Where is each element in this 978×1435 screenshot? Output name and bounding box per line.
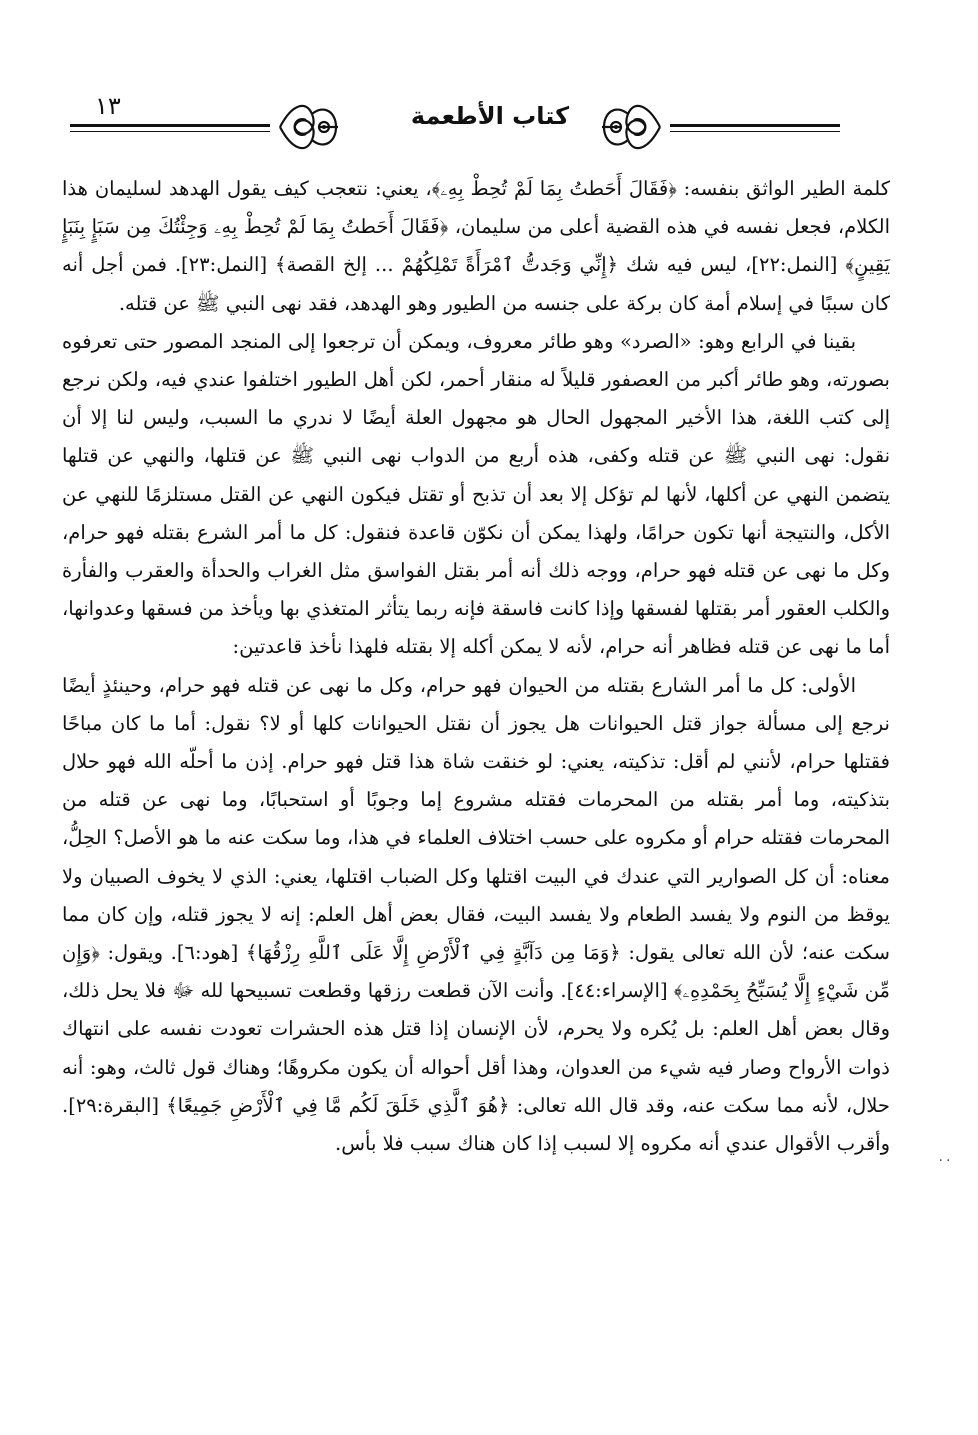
header-rule-right-thin [670,131,840,132]
header-rule-left [70,124,270,127]
page-header [60,86,920,166]
body-text [62,170,890,1163]
paragraph: بقينا في الرابع وهو: «الصرد» وهو طائر معروف، ويمكن أن ترجعوا إلى المنجد المصور حتى تعرفوه بصورته، وهو طائر أكبر من العصفور قليلاً له منقار أحمر، لكن أهل الطيور اختلفوا عندي فيه، ولكن نرجع إلى كتب اللغة، هذا الأخير المجهول الحال هو مجهول العلة أيضًا لا ندري ما السبب، وليس لنا إلا أن نقول: نهى النبي ﷺ عن قتله وكفى، هذه أربع من الدواب نهى النبي ﷺ عن قتلها، والنهي عن قتلها يتضمن النهي عن أكلها، لأنها لم تؤكل إلا بعد أن تذبح أو تقتل فيكون النهي عن القتل مستلزمًا للنهي عن الأكل، والنتيجة أنها تكون حرامًا، ولهذا يمكن أن نكوّن قاعدة فنقول: كل ما أمر الشرع بقتله فهو حرام، وكل ما نهى عن قتله فهو حرام، ووجه ذلك أنه أمر بقتل الفواسق مثل الغراب والحدأة والعقرب والفأرة والكلب العقور أمر بقتلها لفسقها وإذا كانت فاسقة فإنه ربما يتأثر المتغذي بها ويأخذ من فسقها وعدوانها، أما ما نهى عن قتله فظاهر أنه حرام، لأنه لا يمكن أكله إلا بقتله فلهذا نأخذ قاعدتين: [62,329,890,659]
paragraph: كلمة الطير الواثق بنفسه: ﴿فَقَالَ أَحَطتُ بِمَا لَمْ تُحِطْ بِهِۦ﴾، يعني: نتعجب كيف يقول الهدهد لسليمان هذا الكلام، فجعل نفسه في هذه القضية أعلى من سليمان، ﴿فَقَالَ أَحَطتُ بِمَا لَمْ تُحِطْ بِهِۦ وَجِئْتُكَ مِن سَبَإٍ بِنَبَإٍ يَقِينٍ﴾ [النمل:٢٢]، ليس فيه شك ﴿إِنِّي وَجَدتُّ ٱمْرَأَةً تَمْلِكُهُمْ ... إلخ القصة﴾ [النمل:٢٣]. فمن أجل أنه كان سببًا في إسلام أمة كان بركة على جنسه من الطيور وهو الهدهد، فقد نهى النبي ﷺ عن قتله. [62,177,891,315]
paragraph: الأولى: كل ما أمر الشارع بقتله من الحيوان فهو حرام، وكل ما نهى عن قتله فهو حرام، وحينئذٍ أيضًا نرجع إلى مسألة جواز قتل الحيوانات هل يجوز أن نقتل الحيوانات كلها أو لا؟ نقول: أما ما كان مباحًا فقتلها حرام، لأنني لم أقل: تذكيته، يعني: لو خنقت شاة هذا قتل فهو حرام. إذن ما أحلّه الله فهو حلال بتذكيته، وما أمر بقتله من المحرمات فقتله مشروع إما وجوبًا أو استحبابًا، وما نهى عن قتله من المحرمات فقتله حرام أو مكروه على حسب اختلاف العلماء في هذا، وما سكت عنه ما هو الأصل؟ الحِلُّ، معناه: أن كل الصوارير التي عندك في البيت اقتلها وكل الضباب اقتلها، يعني: الذي لا يخوف الصبيان ولا يوقظ من النوم ولا يفسد الطعام ولا يفسد البيت، فقال بعض أهل العلم: إنه لا يجوز قتله، وإن كان مما سكت عنه؛ لأن الله تعالى يقول: ﴿وَمَا مِن دَآبَّةٍ فِي ٱلْأَرْضِ إِلَّا عَلَى ٱللَّهِ رِزْقُهَا﴾ [هود:٦]. ويقول: ﴿وَإِن مِّن شَيْءٍ إِلَّا يُسَبِّحُ بِحَمْدِهِۦ﴾ [الإسراء:٤٤]. وأنت الآن قطعت رزقها وقطعت تسبيحها لله ﷻ فلا يحل ذلك، وقال بعض أهل العلم: بل يُكره ولا يحرم، لأن الإنسان إذا قتل هذه الحشرات تعودت نفسه على انتهاك ذوات الأرواح وصار فيه شيء من العدوان، وهذا أقل أحواله أن يكون مكروهًا؛ وهناك قول ثالث، وهو: أنه حلال، لأنه مما سكت عنه، وقد قال الله تعالى: ﴿هُوَ ٱلَّذِي خَلَقَ لَكُم مَّا فِي ٱلْأَرْضِ جَمِيعًا﴾ [البقرة:٢٩]. وأقرب الأقوال عندي أنه مكروه إلا لسبب إذا كان هناك سبب فلا بأس. [62,673,890,1156]
margin-mark: ٠٠ [936,1152,952,1168]
header-rule-left-thin [70,131,270,132]
page-number: ١٣ [95,92,121,120]
running-title: كتاب الأطعمة [410,102,570,130]
header-rule-right [670,124,840,127]
arabesque-ornament-icon [272,94,342,160]
arabesque-ornament-icon [598,94,668,160]
